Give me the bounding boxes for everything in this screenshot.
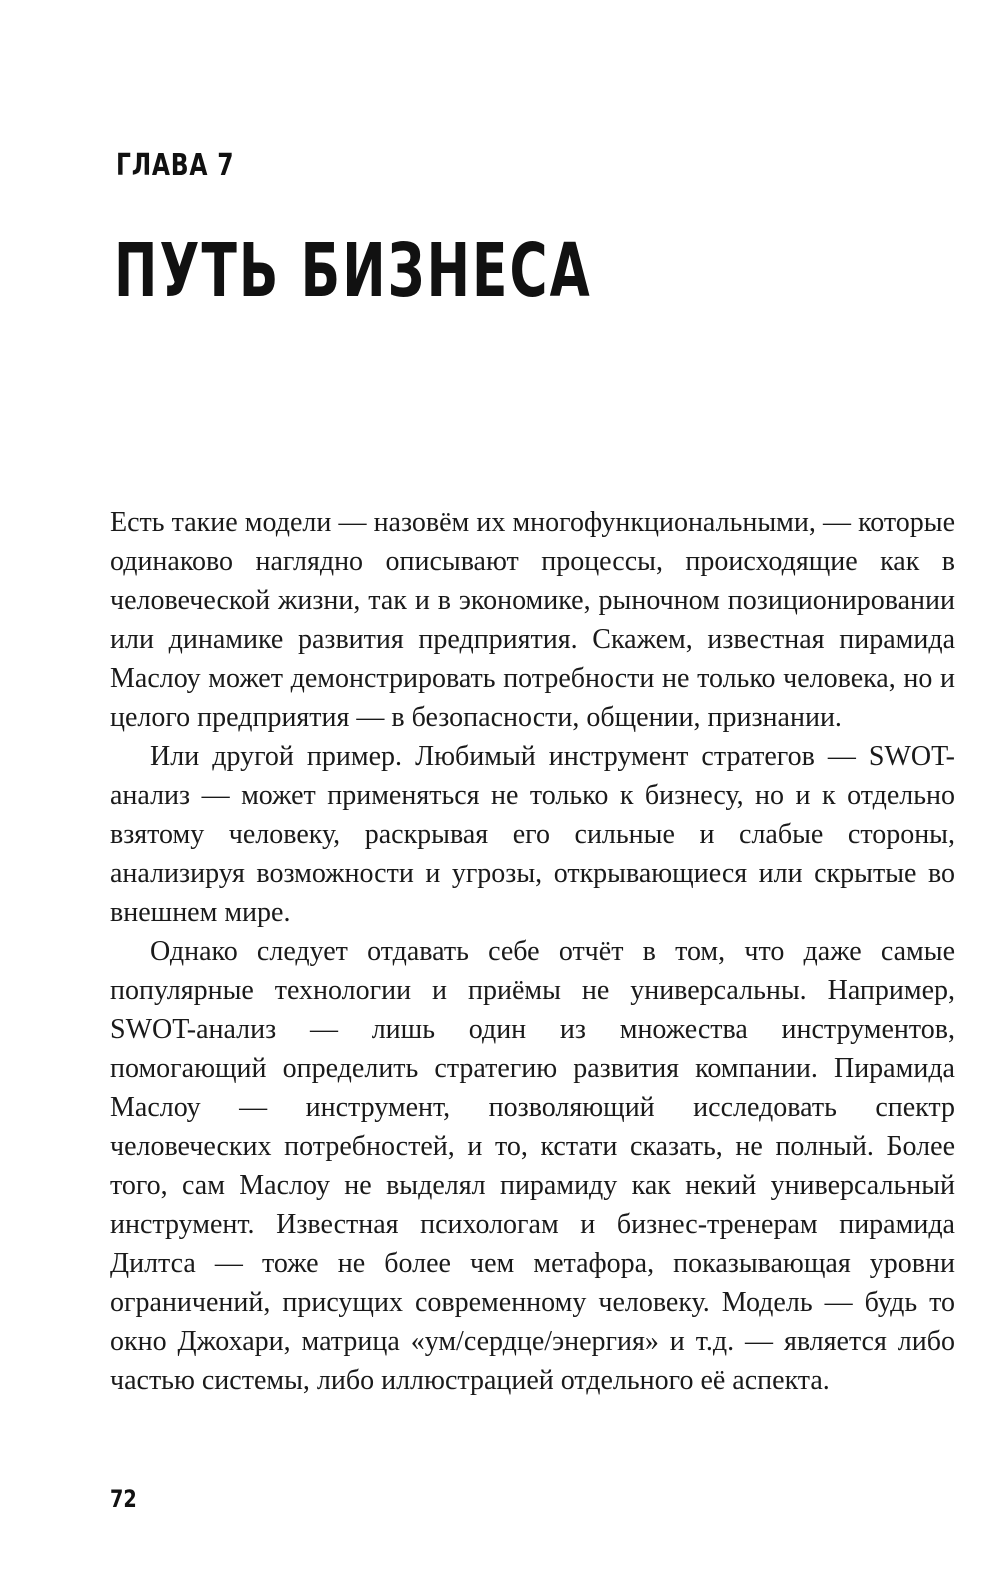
chapter-title: ПУТЬ БИЗНЕСА (114, 228, 592, 314)
paragraph: Есть такие модели — назовём их многофункциональными, — которые одинаково наглядно описывают процессы, происходящие как в человеческой жизни, так и в экономике, рыночном позиционировании или динамике развития предприятия. Скажем, известная пирамида Маслоу может демонстрировать потребности не только человека, но и целого предприятия — в безопасности, общении, признании. (110, 507, 955, 733)
body-text (110, 503, 955, 1400)
paragraph: Или другой пример. Любимый инструмент стратегов — SWOT-анализ — может применяться не только к бизнесу, но и к отдельно взятому человеку, раскрывая его сильные и слабые стороны, анализируя возможности и угрозы, открывающиеся или скрытые во внешнем мире. (110, 741, 955, 928)
page-number: 72 (110, 1485, 137, 1513)
chapter-label: ГЛАВА 7 (116, 148, 235, 183)
paragraph: Однако следует отдавать себе отчёт в том, что даже самые популярные технологии и приёмы не универсальны. Например, SWOT-анализ — лишь один из множества инструментов, помогающий определить стратегию развития компании. Пирамида Маслоу — инструмент, позволяющий исследовать спектр человеческих потребностей, и то, кстати сказать, не полный. Более того, сам Маслоу не выделял пирамиду как некий универсальный инструмент. Известная психологам и бизнес-тренерам пирамида Дилтса — тоже не более чем метафора, показывающая уровни ограничений, присущих современному человеку. Модель — будь то окно Джохари, матрица «ум/сердце/энергия» и т.д. — является либо частью системы, либо иллюстрацией отдельного её аспекта. (110, 936, 955, 1396)
